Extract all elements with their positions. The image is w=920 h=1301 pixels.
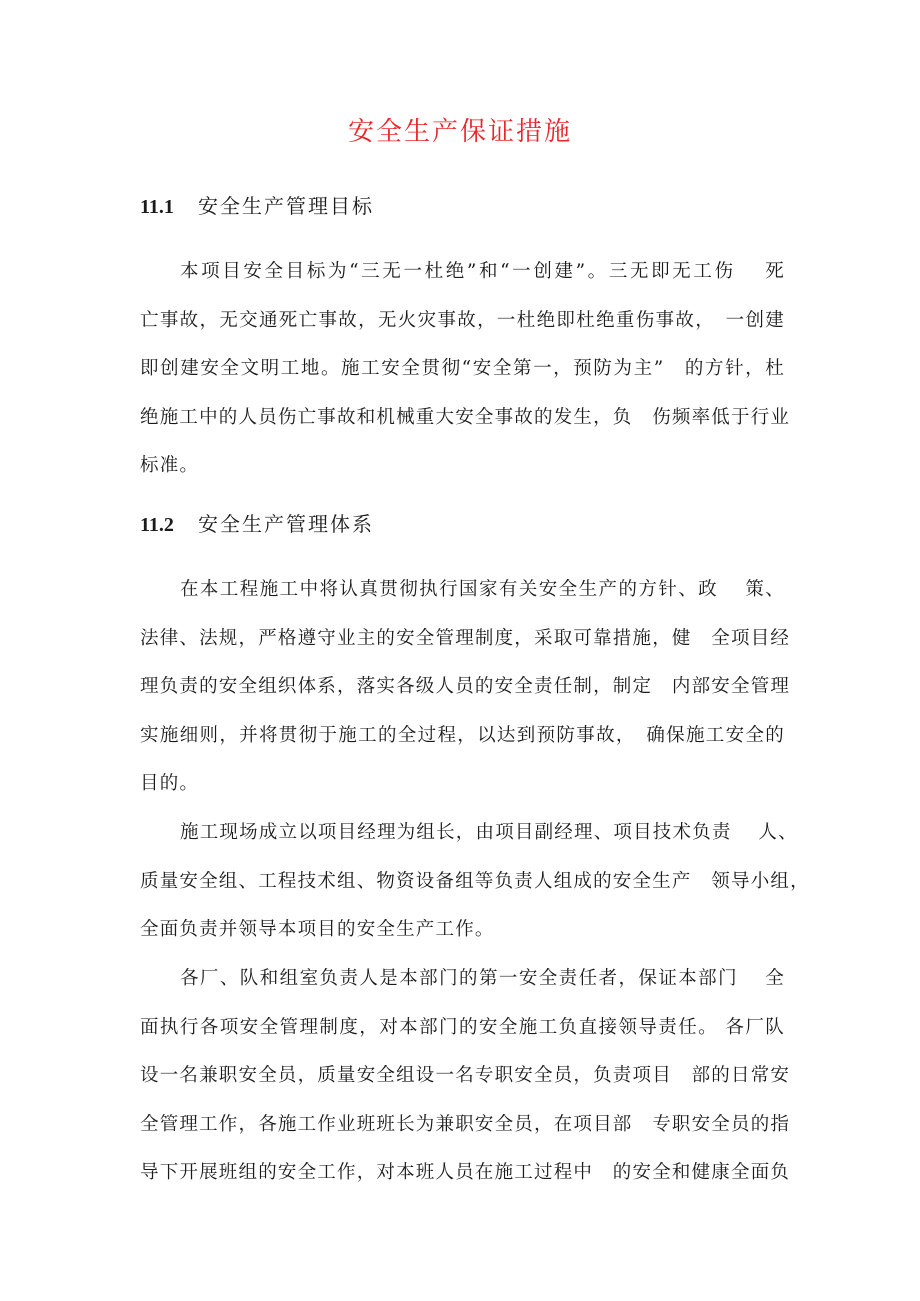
paragraph-line: 在本工程施工中将认真贯彻执行国家有关安全生产的方针、政 策、 — [180, 579, 785, 600]
paragraph-leadership-group — [140, 809, 810, 955]
paragraph-management-system — [140, 566, 791, 809]
paragraph-line: 理负责的安全组织体系，落实各级人员的安全责任制，制定 内部安全管理 — [140, 676, 791, 698]
paragraph-line: 法律、法规，严格遵守业主的安全管理制度，采取可靠措施，健 全项目经 — [140, 627, 791, 649]
section-title: 安全生产管理体系 — [198, 512, 374, 536]
document-title: 安全生产保证措施 — [347, 117, 572, 147]
paragraph-line: 实施细则，并将贯彻于施工的全过程，以达到预防事故， 确保施工安全的 — [140, 724, 785, 746]
paragraph-line: 绝施工中的人员伤亡事故和机械重大安全事故的发生，负 伤频率低于行业 — [140, 406, 791, 428]
paragraph-line: 即创建安全文明工地。施工安全贯彻“安全第一，预防为主” 的方针，杜 — [140, 358, 785, 380]
paragraph-line: 本项目安全目标为“三无一杜绝”和“一创建”。三无即无工伤 死 — [180, 261, 785, 282]
section-heading-11-2 — [140, 509, 374, 540]
paragraph-line: 质量安全组、工程技术组、物资设备组等负责人组成的安全生产 领导小组， — [140, 870, 810, 892]
paragraph-line: 全面负责并领导本项目的安全生产工作。 — [140, 919, 495, 941]
paragraph-line: 设一名兼职安全员，质量安全组设一名专职安全员，负责项目 部的日常安 — [140, 1065, 791, 1087]
paragraph-line: 全管理工作，各施工作业班班长为兼职安全员，在项目部 专职安全员的指 — [140, 1113, 791, 1135]
section-title: 安全生产管理目标 — [198, 194, 374, 218]
paragraph-line: 标准。 — [140, 455, 200, 477]
section-heading-11-1 — [140, 191, 374, 222]
paragraph-safety-goal — [140, 248, 791, 491]
section-number: 11.1 — [140, 196, 174, 218]
paragraph-line: 施工现场成立以项目经理为组长，由项目副经理、项目技术负责 人、 — [180, 822, 798, 843]
paragraph-line: 目的。 — [140, 773, 200, 795]
paragraph-responsibility — [140, 955, 791, 1198]
paragraph-line: 导下开展班组的安全工作，对本班人员在施工过程中 的安全和健康全面负 — [140, 1162, 791, 1184]
paragraph-line: 面执行各项安全管理制度，对本部门的安全施工负直接领导责任。 各厂队 — [140, 1016, 785, 1038]
section-number: 11.2 — [140, 514, 174, 536]
paragraph-line: 各厂、队和组室负责人是本部门的第一安全责任者，保证本部门 全 — [180, 968, 785, 989]
paragraph-line: 亡事故，无交通死亡事故，无火灾事故，一杜绝即杜绝重伤事故， 一创建 — [140, 309, 785, 331]
